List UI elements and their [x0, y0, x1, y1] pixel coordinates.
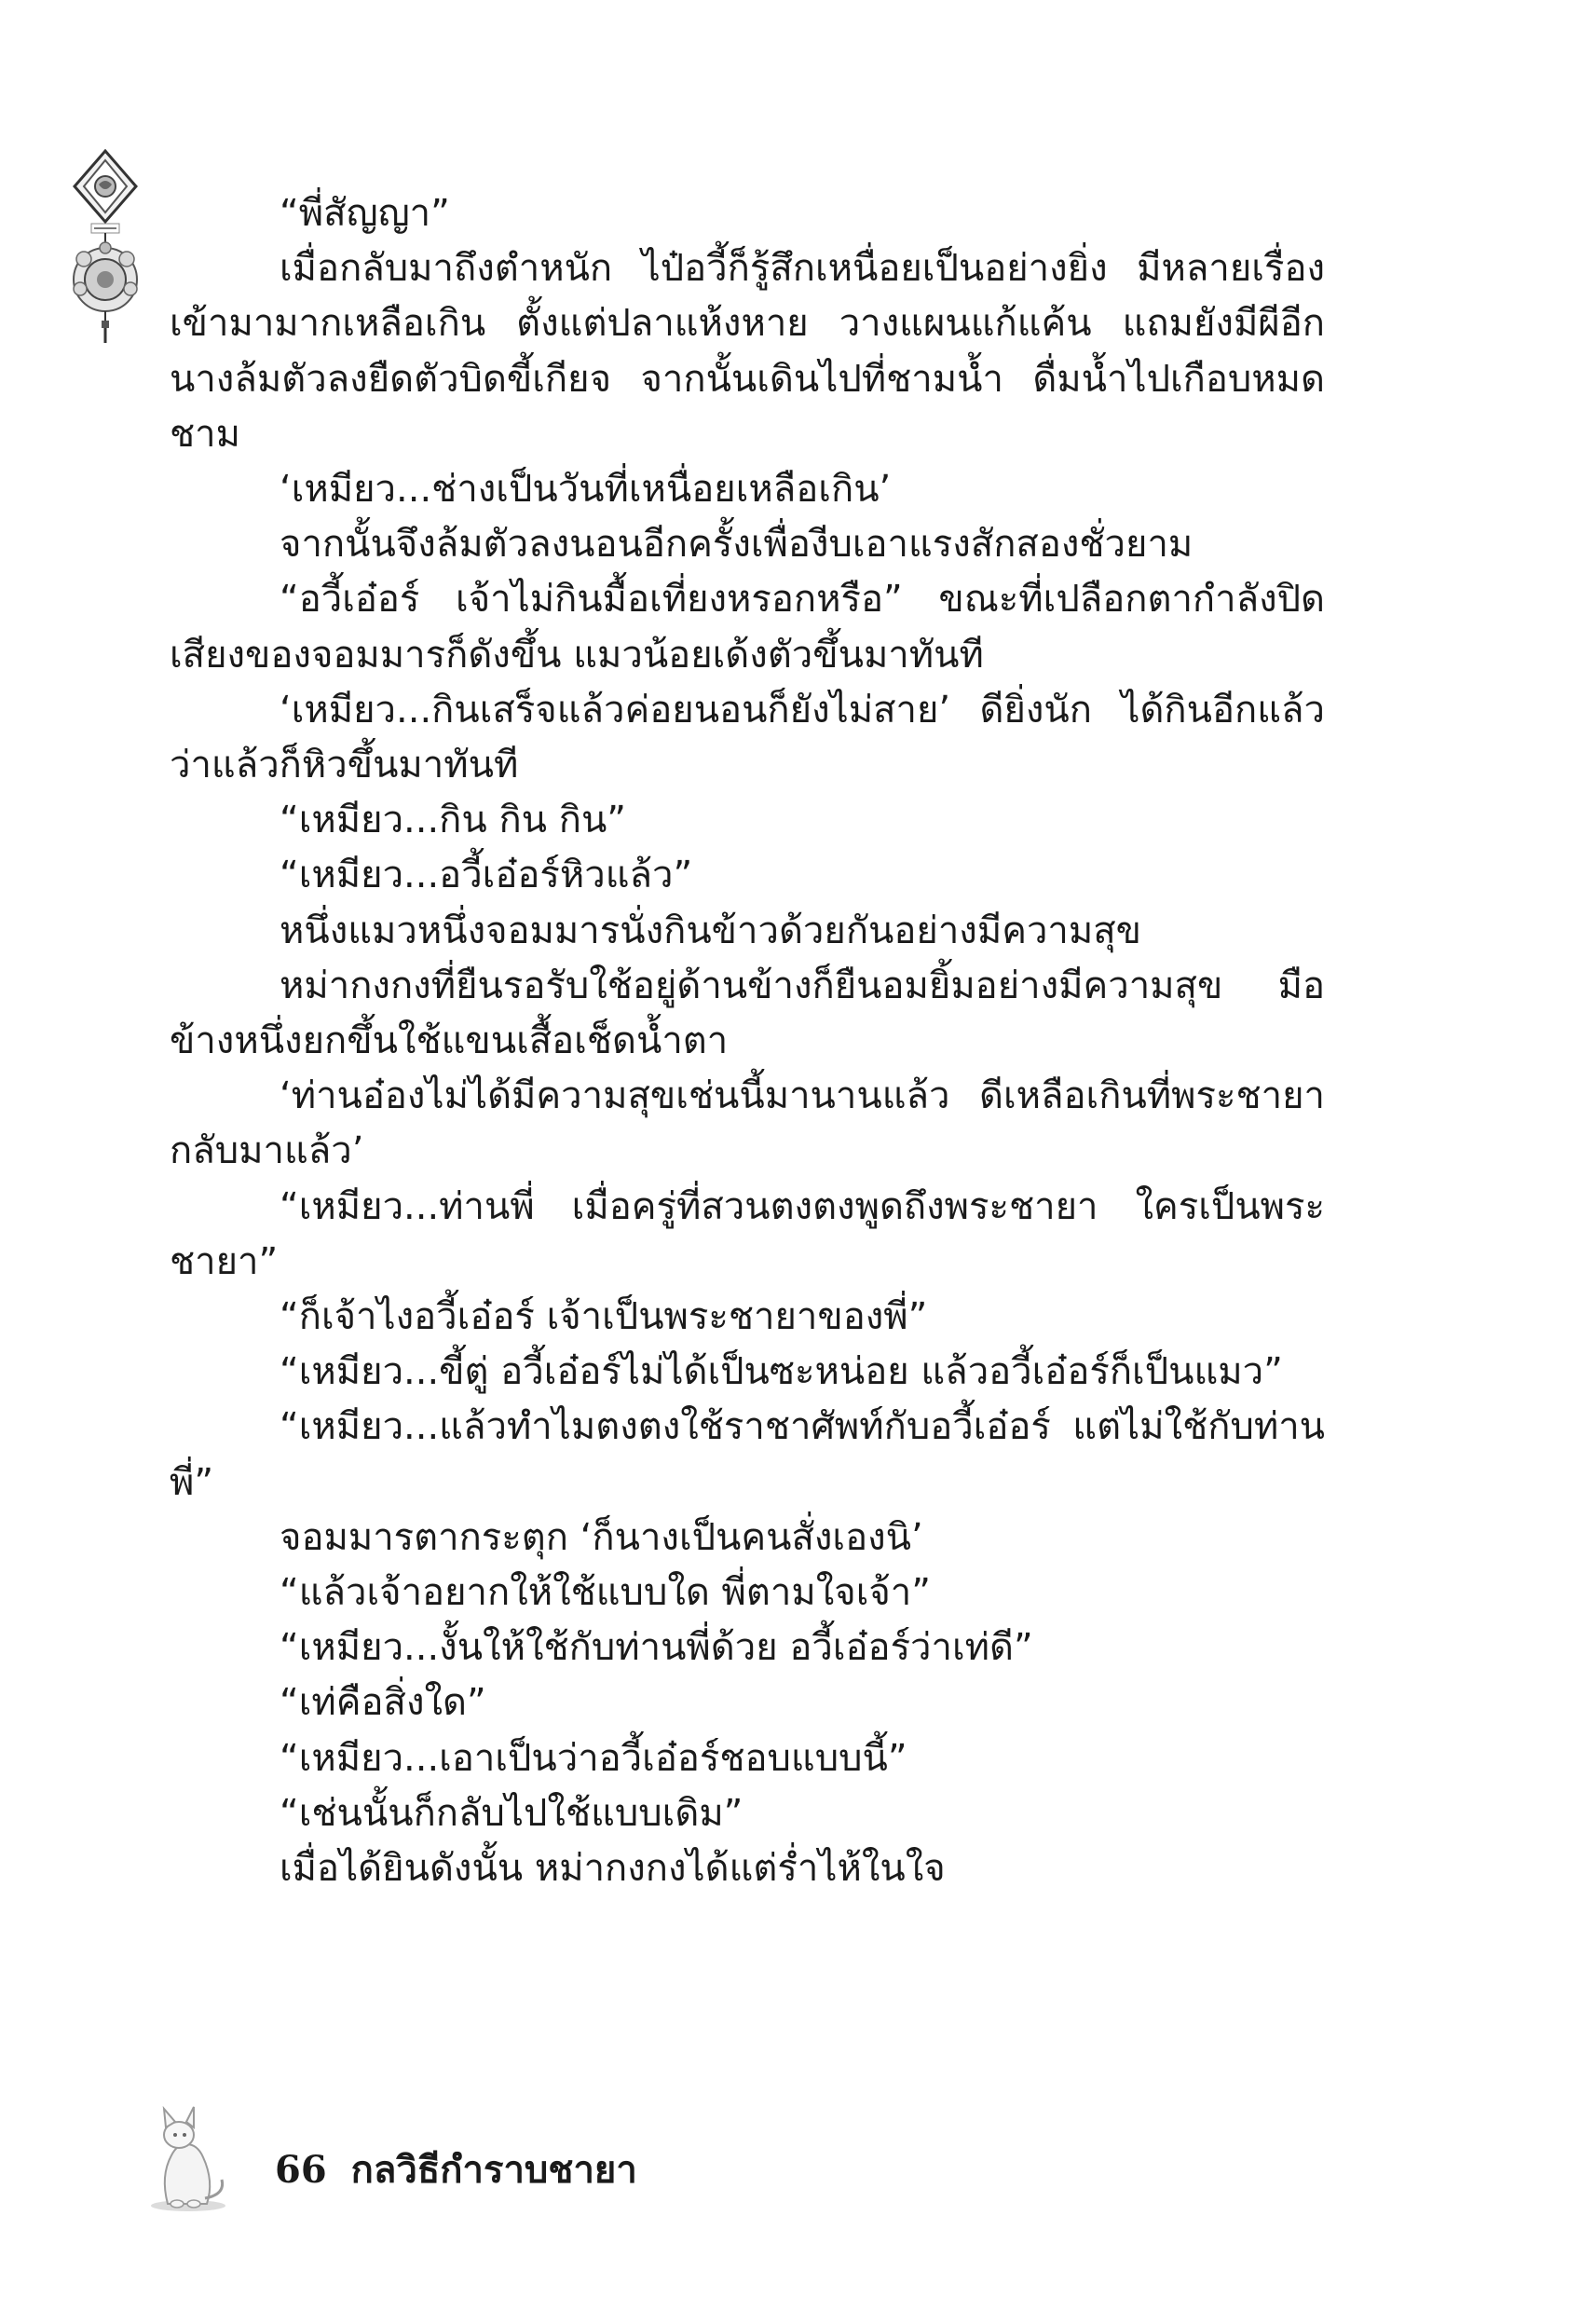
folio	[275, 2148, 637, 2193]
paragraph: “ก็เจ้าไงอวี้เอ๋อร์ เจ้าเป็นพระชายาของพี่”	[280, 1295, 928, 1339]
paragraph: ‘เหมียว...ช่างเป็นวันที่เหนื่อยเหลือเกิน’	[280, 468, 892, 512]
paragraph: “เหมียว...กิน กิน กิน”	[280, 799, 627, 842]
paragraph: “พี่สัญญา”	[280, 192, 450, 235]
white-cat-icon	[140, 2101, 233, 2213]
paragraph: เมื่อกลับมาถึงตำหนัก ไป๋อวี้ก็รู้สึกเหนื่อยเป็นอย่างยิ่ง มีหลายเรื่องเข้ามามากเหลือเกิน ตั้งแต่ปลาแห้งหาย วางแผนแก้แค้น แถมยังมีผีอีกนางล้มตัวลงยืดตัวบิดขี้เกียจ จากนั้นเดินไปที่ชามน้ำ ดื่มน้ำไปเกือบหมดชาม	[170, 247, 1325, 456]
paragraph: “เท่คือสิ่งใด”	[280, 1681, 486, 1725]
paragraph: “เหมียว...เอาเป็นว่าอวี้เอ๋อร์ชอบแบบนี้”	[280, 1736, 907, 1780]
page-footer	[140, 2101, 792, 2213]
chinese-lantern-ornament-icon	[63, 149, 147, 345]
paragraph: หนึ่งแมวหนึ่งจอมมารนั่งกินข้าวด้วยกันอย่างมีความสุข	[280, 909, 1141, 952]
paragraph: “เช่นนั้นก็กลับไปใช้แบบเดิม”	[280, 1791, 743, 1835]
paragraph: “อวี้เอ๋อร์ เจ้าไม่กินมื้อเที่ยงหรอกหรือ” ขณะที่เปลือกตากำลังปิดเสียงของจอมมารก็ดังขึ้น แมวน้อยเด้งตัวขึ้นมาทันที	[170, 578, 1325, 677]
paragraph: “เหมียว...ขี้ตู่ อวี้เอ๋อร์ไม่ได้เป็นซะหน่อย แล้วอวี้เอ๋อร์ก็เป็นแมว”	[280, 1350, 1283, 1394]
paragraph: “แล้วเจ้าอยากให้ใช้แบบใด พี่ตามใจเจ้า”	[280, 1571, 931, 1615]
paragraph: “เหมียว...ท่านพี่ เมื่อครู่ที่สวนตงตงพูดถึงพระชายา ใครเป็นพระชายา”	[170, 1184, 1325, 1283]
paragraph: “เหมียว...แล้วทำไมตงตงใช้ราชาศัพท์กับอวี้เอ๋อร์ แต่ไม่ใช้กับท่านพี่”	[170, 1405, 1325, 1504]
paragraph: “เหมียว...งั้นให้ใช้กับท่านพี่ด้วย อวี้เอ๋อร์ว่าเท่ดี”	[280, 1626, 1033, 1670]
page-number: 66	[275, 2148, 327, 2192]
paragraph: ‘เหมียว...กินเสร็จแล้วค่อยนอนก็ยังไม่สาย’ ดียิ่งนัก ได้กินอีกแล้วว่าแล้วก็หิวขึ้นมาทันที	[170, 688, 1325, 787]
book-title: กลวิธีกำราบชายา	[350, 2148, 637, 2192]
paragraph: จอมมารตากระตุก ‘ก็นางเป็นคนสั่งเองนิ’	[280, 1515, 923, 1559]
body-text	[170, 186, 1325, 1896]
paragraph: หม่ากงกงที่ยืนรอรับใช้อยู่ด้านข้างก็ยืนอมยิ้มอย่างมีความสุข มือข้างหนึ่งยกขึ้นใช้แขนเสื้อเช็ดน้ำตา	[170, 964, 1325, 1063]
paragraph: เมื่อได้ยินดังนั้น หม่ากงกงได้แต่ร่ำไห้ในใจ	[280, 1847, 946, 1891]
paragraph: ‘ท่านอ๋องไม่ได้มีความสุขเช่นนี้มานานแล้ว ดีเหลือเกินที่พระชายากลับมาแล้ว’	[170, 1074, 1325, 1173]
paragraph: จากนั้นจึงล้มตัวลงนอนอีกครั้งเพื่องีบเอาแรงสักสองชั่วยาม	[280, 523, 1194, 567]
paragraph: “เหมียว...อวี้เอ๋อร์หิวแล้ว”	[280, 854, 693, 897]
